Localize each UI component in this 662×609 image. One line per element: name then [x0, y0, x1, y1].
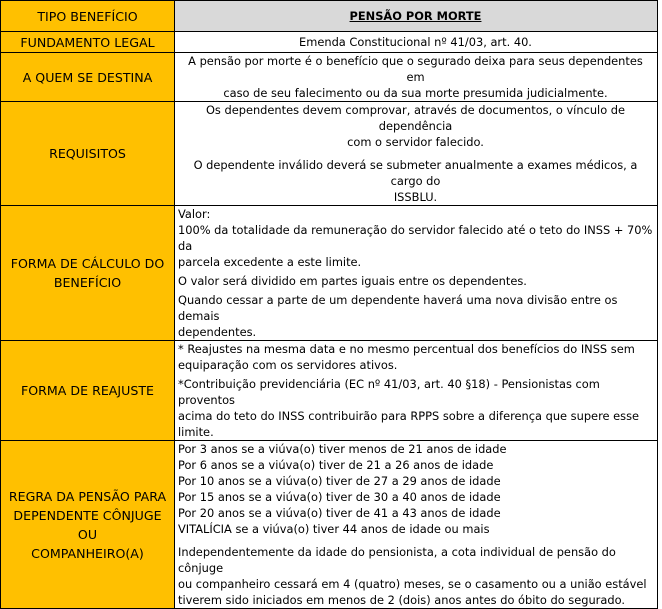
label-tipo-beneficio: TIPO BENEFÍCIO	[1, 1, 175, 32]
label-forma-de-reajuste: FORMA DE REAJUSTE	[1, 341, 175, 441]
regra-note-line: Independentemente da idade do pensionista, a cota individual de pensão do cônjuge	[178, 545, 616, 575]
row-requisitos	[1, 102, 658, 206]
row-a-quem-se-destina	[1, 53, 658, 102]
label-line: REGRA DA PENSÃO PARA	[8, 488, 167, 504]
requisitos-paragraph	[178, 157, 653, 205]
label-line: COMPANHEIRO(A)	[31, 545, 144, 561]
reajuste-line: * Reajustes na mesma data e no mesmo percentual dos benefícios do INSS sem	[178, 342, 635, 356]
value-requisitos	[175, 102, 658, 206]
row-tipo-beneficio	[1, 1, 658, 32]
requisitos-paragraph	[178, 102, 653, 150]
label-line: BENEFÍCIO	[53, 275, 122, 290]
label-regra-da-pensao	[1, 441, 175, 609]
reajuste-line: *Contribuição previdenciária (EC nº 41/03, art. 40 §18) - Pensionistas com proventos	[178, 377, 600, 407]
reajuste-paragraph	[178, 376, 653, 440]
regra-item: Por 20 anos se a viúva(o) tiver de 41 a 43 anos de idade	[178, 506, 501, 520]
calculo-line: dependentes.	[178, 325, 257, 339]
reajuste-line: limite.	[178, 425, 214, 439]
requisitos-line: O dependente inválido deverá se submeter anualmente a exames médicos, a cargo do	[193, 158, 638, 188]
calculo-line: 100% da totalidade da remuneração do servidor falecido até o teto do INSS + 70% da	[178, 223, 653, 253]
requisitos-line: Os dependentes devem comprovar, através de documentos, o vínculo de dependência	[205, 103, 626, 133]
value-regra-da-pensao	[175, 441, 658, 609]
reajuste-line: acima do teto do INSS contribuirão para RPPS sobre a diferença que supere esse	[178, 409, 640, 423]
calculo-paragraph	[178, 292, 653, 340]
regra-note	[178, 544, 653, 608]
reajuste-line: equiparação com os servidores ativos.	[178, 358, 398, 372]
regra-note-line: ou companheiro cessará em 4 (quatro) meses, se o casamento ou a união estável	[178, 577, 647, 591]
calculo-line: Quando cessar a parte de um dependente haverá uma nova divisão entre os demais	[178, 293, 618, 323]
value-forma-de-calculo	[175, 206, 658, 341]
calculo-line: O valor será dividido em partes iguais entre os dependentes.	[178, 274, 527, 288]
regra-item: Por 3 anos se a viúva(o) tiver menos de 21 anos de idade	[178, 442, 507, 456]
calculo-line: Valor:	[178, 207, 211, 221]
value-tipo-beneficio	[175, 1, 658, 32]
value-a-quem-se-destina	[175, 53, 658, 102]
regra-item: Por 6 anos se a viúva(o) tiver de 21 a 26 anos de idade	[178, 458, 494, 472]
calculo-paragraph	[178, 273, 653, 289]
value-forma-de-reajuste	[175, 341, 658, 441]
row-forma-de-calculo	[1, 206, 658, 341]
label-line: FORMA DE CÁLCULO DO	[10, 256, 165, 271]
label-forma-de-calculo	[1, 206, 175, 341]
row-regra-da-pensao	[1, 441, 658, 609]
benefit-title: PENSÃO POR MORTE	[349, 9, 482, 23]
label-a-quem-se-destina: A QUEM SE DESTINA	[1, 53, 175, 102]
regra-item: Por 10 anos se a viúva(o) tiver de 27 a 29 anos de idade	[178, 474, 501, 488]
destina-line: A pensão por morte é o benefício que o segurado deixa para seus dependentes em	[188, 54, 643, 84]
requisitos-line: com o servidor falecido.	[347, 135, 484, 149]
reajuste-paragraph	[178, 341, 653, 373]
regra-item: VITALÍCIA se a viúva(o) tiver 44 anos de idade ou mais	[178, 522, 490, 536]
regra-note-line: tiverem sido iniciados em menos de 2 (dois) anos antes do óbito do segurado.	[178, 593, 625, 607]
calculo-line: parcela excedente a este limite.	[178, 255, 362, 269]
row-forma-de-reajuste	[1, 341, 658, 441]
destina-line: caso de seu falecimento ou da sua morte presumida judicialmente.	[223, 86, 608, 100]
label-fundamento-legal: FUNDAMENTO LEGAL	[1, 32, 175, 53]
label-line: DEPENDENTE CÔNJUGE OU	[13, 507, 162, 542]
label-requisitos: REQUISITOS	[1, 102, 175, 206]
regra-item: Por 15 anos se a viúva(o) tiver de 30 a 40 anos de idade	[178, 490, 501, 504]
value-fundamento-legal: Emenda Constitucional nº 41/03, art. 40.	[175, 32, 658, 53]
requisitos-line: ISSBLU.	[393, 190, 438, 204]
row-fundamento-legal	[1, 32, 658, 53]
calculo-paragraph	[178, 206, 653, 270]
regra-list	[178, 441, 653, 537]
